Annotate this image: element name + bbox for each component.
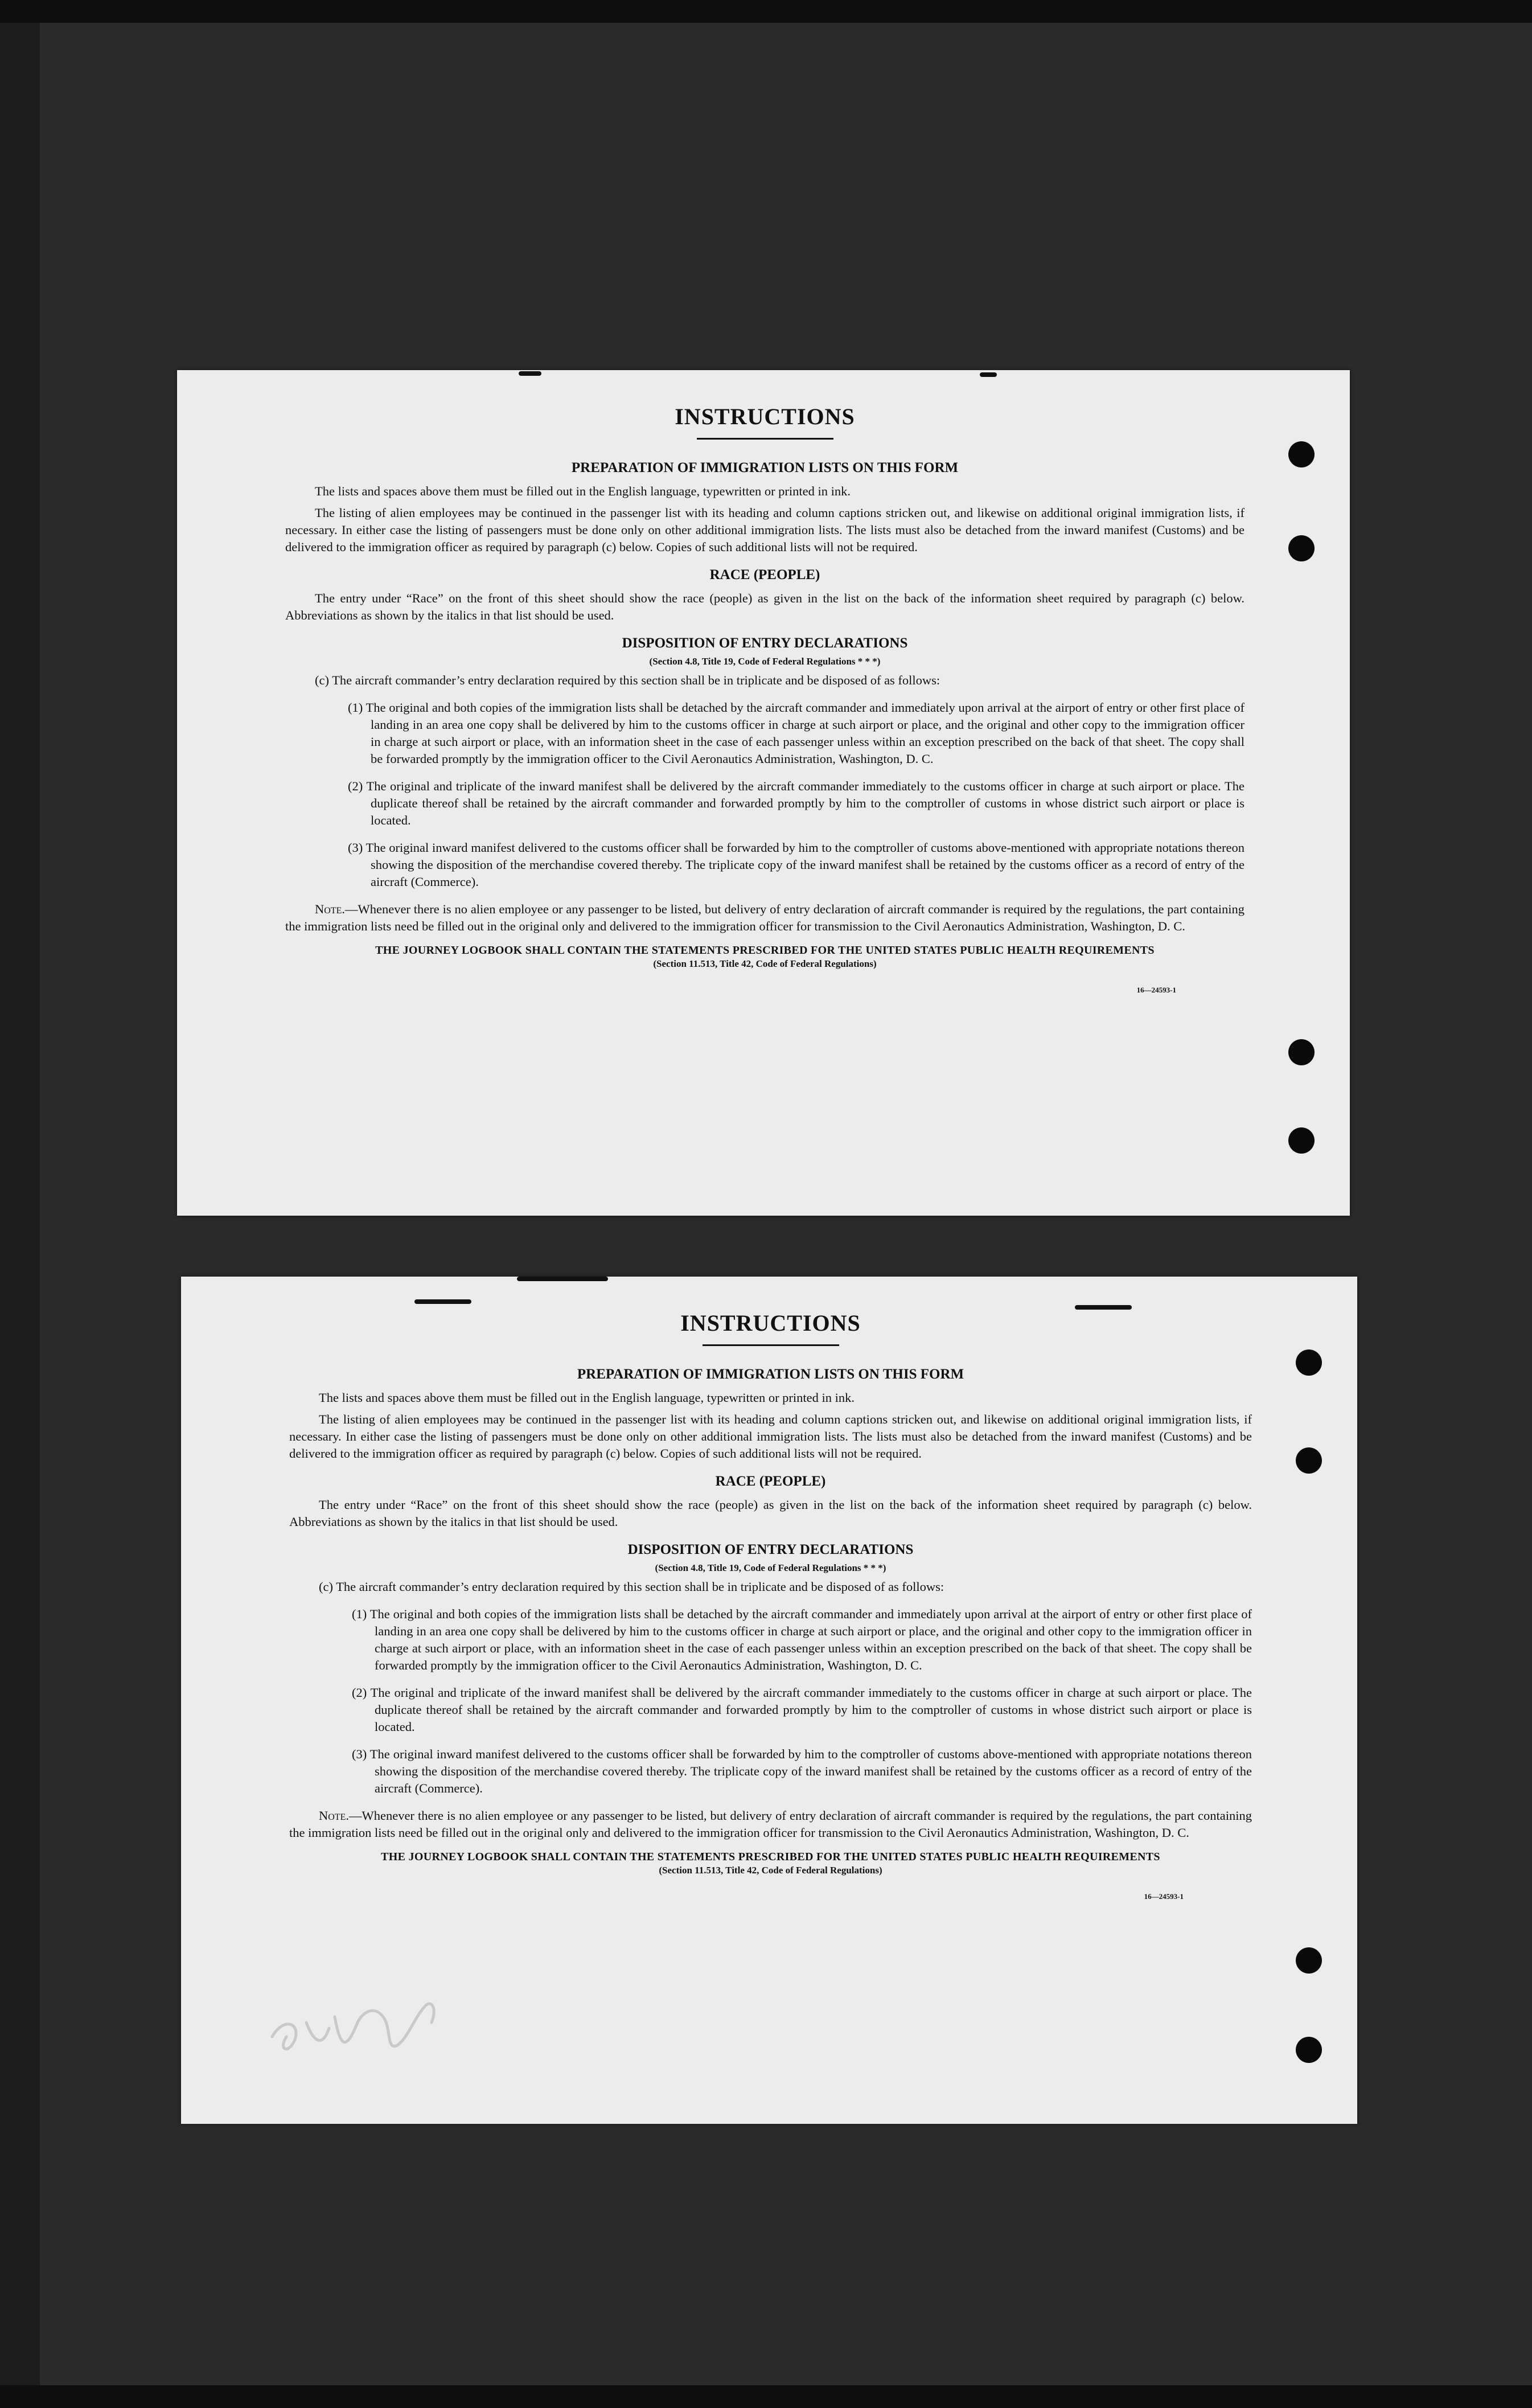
section-title-race: RACE (PEOPLE) — [709, 567, 820, 582]
regulation-citation: (Section 4.8, Title 19, Code of Federal Regulations * * *) — [649, 656, 881, 667]
logbook-statement: THE JOURNEY LOGBOOK SHALL CONTAIN THE STATEMENTS PRESCRIBED FOR THE UNITED STATES PUBLIC HEALTH REQUIREMENTS — [381, 1851, 1160, 1863]
instruction-sheet-top — [177, 370, 1350, 1216]
page-title: INSTRUCTIONS — [680, 1310, 861, 1336]
list-item: (1) The original and both copies of the immigration lists shall be detached by the aircraft commander and immediately upon arrival at the airport of entry or other first place of landing in an area one copy shall be delivered by him to the customs officer in charge at such airport or place, and the original and other copy to the immigration officer in charge at such airport or place, with an information sheet in the case of each passenger unless within an exception prescribed on the back of that sheet. The copy shall be forwarded promptly by the immigration officer to the Civil Aeronautics Administration, Washington, D. C. — [348, 700, 1245, 766]
list-item: (2) The original and triplicate of the inward manifest shall be delivered by the aircraft commander immediately to the customs officer in charge at such airport or place. The duplicate thereof shall be retained by the aircraft commander and forwarded promptly by him to the comptroller of customs in whose district such airport or place is located. — [348, 779, 1245, 827]
note-paragraph — [289, 1807, 1252, 1841]
page-title: INSTRUCTIONS — [675, 404, 855, 429]
paper-tear-mark — [517, 1277, 608, 1281]
instruction-sheet-bottom — [181, 1277, 1357, 2124]
paragraph-c: (c) The aircraft commander’s entry declaration required by this section shall be in triplicate and be disposed of as follows: — [315, 673, 940, 687]
note-text: —Whenever there is no alien employee or any passenger to be listed, but delivery of entry declaration of aircraft commander is required by the regulations, the part containing the immigration lists need be filled out in the original only and delivered to the immigration officer for transmission to the Civil Aeronautics Administration, Washington, D. C. — [289, 1808, 1252, 1840]
punch-hole — [1288, 1127, 1315, 1154]
film-border-top — [0, 0, 1532, 23]
form-number: 16—24593-1 — [1144, 1892, 1184, 1901]
paper-tear-mark — [414, 1299, 471, 1304]
paper-tear-mark — [519, 371, 541, 376]
film-border-bottom — [0, 2385, 1532, 2408]
section-title-disposition: DISPOSITION OF ENTRY DECLARATIONS — [622, 635, 908, 651]
sheet-content — [289, 1310, 1252, 1901]
section-title-disposition: DISPOSITION OF ENTRY DECLARATIONS — [627, 1542, 914, 1557]
punch-hole — [1288, 441, 1315, 467]
punch-hole — [1288, 1039, 1315, 1065]
punch-hole — [1296, 1447, 1322, 1474]
note-label: Note. — [315, 902, 345, 916]
punch-hole — [1296, 1947, 1322, 1974]
sheet-content — [285, 403, 1245, 995]
paragraph-language: The lists and spaces above them must be filled out in the English language, typewritten or printed in ink. — [319, 1390, 855, 1405]
punch-hole — [1296, 1349, 1322, 1376]
list-item: (3) The original inward manifest delivered to the customs officer shall be forwarded by him to the comptroller of customs above-mentioned with appropriate notations thereon showing the disposition of the merchandise covered thereby. The triplicate copy of the inward manifest shall be retained by the customs officer as a record of entry of the aircraft (Commerce). — [348, 840, 1245, 889]
paragraph-race: The entry under “Race” on the front of this sheet should show the race (people) as given in the list on the back of the information sheet required by paragraph (c) below. Abbreviations as shown by the italics in that list should be used. — [285, 591, 1245, 622]
note-paragraph — [285, 901, 1245, 935]
form-number: 16—24593-1 — [1136, 986, 1176, 994]
title-underline — [697, 438, 833, 440]
section-title-preparation: PREPARATION OF IMMIGRATION LISTS ON THIS FORM — [577, 1367, 964, 1382]
punch-hole — [1288, 535, 1315, 561]
paragraph-race: The entry under “Race” on the front of this sheet should show the race (people) as given in the list on the back of the information sheet required by paragraph (c) below. Abbreviations as shown by the italics in that list should be used. — [289, 1498, 1252, 1529]
paper-tear-mark — [980, 372, 997, 377]
section-title-preparation: PREPARATION OF IMMIGRATION LISTS ON THIS FORM — [571, 460, 959, 475]
logbook-statement: THE JOURNEY LOGBOOK SHALL CONTAIN THE STATEMENTS PRESCRIBED FOR THE UNITED STATES PUBLIC HEALTH REQUIREMENTS — [375, 944, 1155, 957]
punch-hole — [1296, 2037, 1322, 2063]
regulation-citation: (Section 4.8, Title 19, Code of Federal Regulations * * *) — [655, 1562, 886, 1573]
paragraph-c: (c) The aircraft commander’s entry declaration required by this section shall be in triplicate and be disposed of as follows: — [319, 1580, 944, 1594]
title-underline — [703, 1344, 839, 1346]
note-label: Note. — [319, 1808, 349, 1823]
list-item: (1) The original and both copies of the immigration lists shall be detached by the aircraft commander and immediately upon arrival at the airport of entry or other first place of landing in an area one copy shall be delivered by him to the customs officer in charge at such airport or place, and the original and other copy to the immigration officer in charge at such airport or place, with an information sheet in the case of each passenger unless within an exception prescribed on the back of that sheet. The copy shall be forwarded promptly by the immigration officer to the Civil Aeronautics Administration, Washington, D. C. — [352, 1607, 1252, 1672]
list-item: (2) The original and triplicate of the inward manifest shall be delivered by the aircraft commander immediately to the customs officer in charge at such airport or place. The duplicate thereof shall be retained by the aircraft commander and forwarded promptly by him to the comptroller of customs in whose district such airport or place is located. — [352, 1685, 1252, 1734]
note-text: —Whenever there is no alien employee or any passenger to be listed, but delivery of entry declaration of aircraft commander is required by the regulations, the part containing the immigration lists need be filled out in the original only and delivered to the immigration officer for transmission to the Civil Aeronautics Administration, Washington, D. C. — [285, 902, 1245, 933]
paragraph-language: The lists and spaces above them must be filled out in the English language, typewritten or printed in ink. — [315, 484, 851, 498]
section-title-race: RACE (PEOPLE) — [715, 1474, 826, 1489]
paragraph-alien-employees: The listing of alien employees may be continued in the passenger list with its heading and column captions stricken out, and likewise on additional original immigration lists, if necessary. In either case the listing of passengers must be done only on other additional immigration lists. The lists must also be detached from the inward manifest (Customs) and be delivered to the immigration officer as required by paragraph (c) below. Copies of such additional lists will not be required. — [289, 1412, 1252, 1461]
logbook-citation: (Section 11.513, Title 42, Code of Federal Regulations) — [659, 1865, 882, 1876]
handwritten-signature — [261, 1983, 454, 2068]
paragraph-alien-employees: The listing of alien employees may be continued in the passenger list with its heading and column captions stricken out, and likewise on additional original immigration lists, if necessary. In either case the listing of passengers must be done only on other additional immigration lists. The lists must also be detached from the inward manifest (Customs) and be delivered to the immigration officer as required by paragraph (c) below. Copies of such additional lists will not be required. — [285, 506, 1245, 554]
logbook-citation: (Section 11.513, Title 42, Code of Federal Regulations) — [653, 958, 877, 969]
film-border-left — [0, 0, 40, 2408]
list-item: (3) The original inward manifest delivered to the customs officer shall be forwarded by him to the comptroller of customs above-mentioned with appropriate notations thereon showing the disposition of the merchandise covered thereby. The triplicate copy of the inward manifest shall be retained by the customs officer as a record of entry of the aircraft (Commerce). — [352, 1747, 1252, 1795]
paper-tear-mark — [1075, 1305, 1132, 1310]
